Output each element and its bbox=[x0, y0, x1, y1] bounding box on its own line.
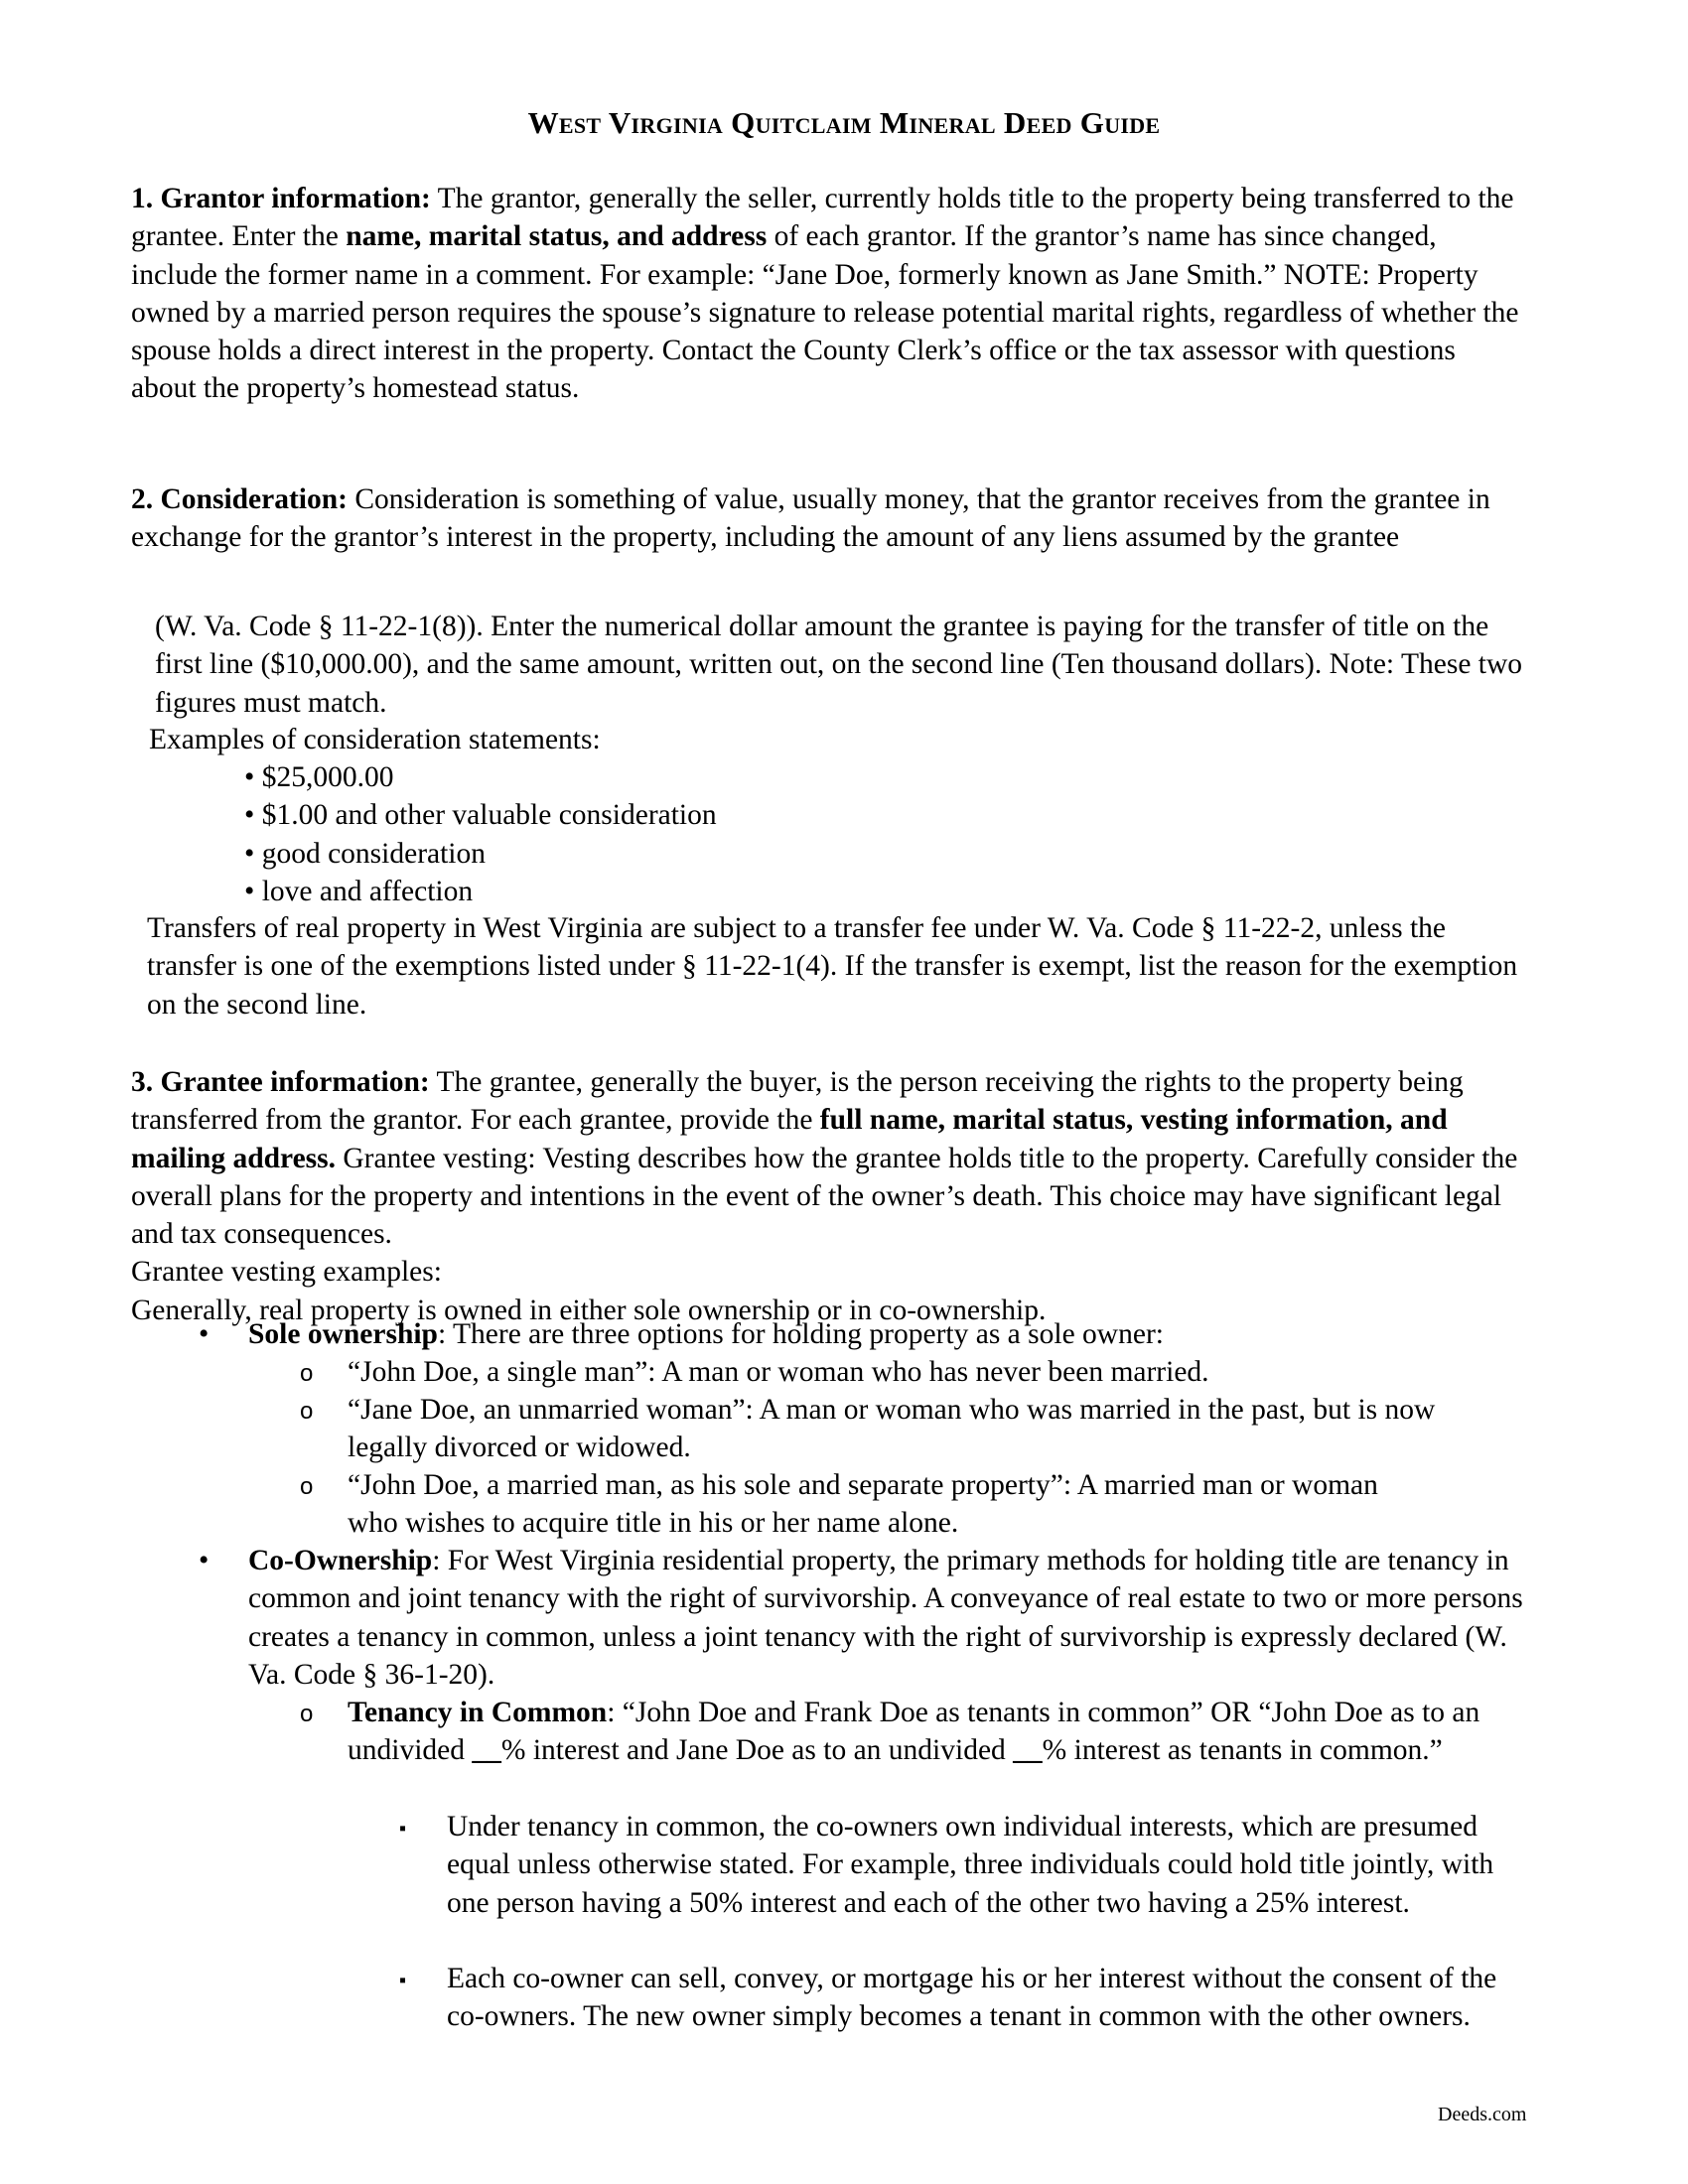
co-ownership-text bbox=[248, 1542, 1529, 1694]
tic-text-1: : “John Doe and Frank Doe as tenants in common” OR “John Doe as to an undivided bbox=[348, 1697, 1480, 1767]
grantee-bold: full name, marital status, vesting information, and mailing address. bbox=[131, 1104, 1448, 1174]
consideration-section bbox=[131, 480, 1521, 557]
sole-ownership-desc: : There are three options for holding property as a sole owner: bbox=[437, 1318, 1164, 1350]
sole-option-text: “John Doe, a single man”: A man or woman who has never been married. bbox=[348, 1356, 1209, 1388]
list-item: • love and affection bbox=[244, 875, 474, 907]
list-item: • $25,000.00 bbox=[244, 761, 394, 793]
grantor-text-2: of each grantor. If the grantor’s name has since changed, include the former name in a comment. For example: “Jane Doe, formerly known as Jane Smith.” NOTE: Property owned by a married person requires the spouse’s signature to release potential marital rights, regardless of whether the spouse holds a direct interest in the property. Contact the County Clerk’s office or the tax assessor with questions about the property’s homestead status. bbox=[131, 220, 1519, 405]
tenancy-in-common-text bbox=[348, 1694, 1529, 1770]
consideration-heading: 2. Consideration: bbox=[131, 483, 348, 515]
consideration-code-paragraph: (W. Va. Code § 11-22-1(8)). Enter the numerical dollar amount the grantee is paying for the transfer of title on the first line ($10,000.00), and the same amount, written out, on the second line (Ten thousand dollars). Note: These two figures must match. bbox=[155, 611, 1523, 719]
consideration-examples-label: Examples of consideration statements: bbox=[149, 724, 601, 755]
sole-ownership-heading: Sole ownership bbox=[248, 1318, 438, 1350]
grantee-text-1: The grantee, generally the buyer, is the person receiving the rights to the property being transferred from the grantor. For each grantee, provide the bbox=[131, 1066, 1464, 1137]
bullet-icon: • bbox=[199, 1318, 210, 1350]
grantor-text-1: The grantor, generally the seller, currently holds title to the property being transferred to the grantee. Enter the bbox=[131, 183, 1514, 253]
bullet-icon: • bbox=[199, 1545, 210, 1576]
page-title: West Virginia Quitclaim Mineral Deed Guide bbox=[527, 105, 1161, 140]
circle-bullet-icon: o bbox=[300, 1473, 314, 1500]
grantee-heading: 3. Grantee information: bbox=[131, 1066, 430, 1098]
sole-ownership-text bbox=[248, 1315, 1539, 1353]
grantor-section bbox=[131, 180, 1521, 408]
grantor-heading: 1. Grantor information: bbox=[131, 183, 431, 214]
sole-option-text: “John Doe, a married man, as his sole and separate property”: A married man or woman who wishes to acquire title in his or her name alone. bbox=[348, 1469, 1378, 1540]
consideration-text-1: Consideration is something of value, usually money, that the grantor receives from the grantee in exchange for the grantor’s interest in the property, including the amount of any liens assumed by the grantee bbox=[131, 483, 1490, 554]
blank-1: __ bbox=[472, 1734, 501, 1767]
tic-point-text: Each co-owner can sell, convey, or mortgage his or her interest without the consent of the co-owners. The new owner simply becomes a tenant in common with the other owners. bbox=[447, 1963, 1497, 2033]
list-item: • good consideration bbox=[244, 837, 487, 870]
vesting-label: Grantee vesting examples: bbox=[131, 1256, 442, 1289]
co-ownership-heading: Co-Ownership bbox=[248, 1545, 433, 1576]
circle-bullet-icon: o bbox=[300, 1701, 314, 1727]
tenancy-in-common-heading: Tenancy in Common bbox=[348, 1697, 608, 1728]
square-bullet-icon: ▪ bbox=[399, 1818, 407, 1840]
blank-2: __ bbox=[1013, 1734, 1043, 1767]
co-ownership-desc: : For West Virginia residential property, the primary methods for holding title are tenancy in common and joint tenancy with the right of survivorship. A conveyance of real estate to two or more persons creates a tenancy in common, unless a joint tenancy with the right of survivorship is expressly declared (W. Va. Code § 36-1-20). bbox=[248, 1545, 1523, 1691]
circle-bullet-icon: o bbox=[300, 1398, 314, 1425]
consideration-examples-list bbox=[244, 758, 1138, 910]
ownership-general: Generally, real property is owned in either sole ownership or in co-ownership. bbox=[131, 1294, 1047, 1326]
grantor-bold: name, marital status, and address bbox=[346, 220, 768, 253]
list-item: • $1.00 and other valuable consideration bbox=[244, 799, 717, 832]
transfer-fee-paragraph: Transfers of real property in West Virginia are subject to a transfer fee under W. Va. Code § 11-22-2, unless the transfer is one of the exemptions listed under § 11-22-1(4). If the transfer is exempt, list the reason for the exemption on the second line. bbox=[147, 912, 1518, 1021]
grantee-section bbox=[131, 1063, 1521, 1329]
sole-option-text: “Jane Doe, an unmarried woman”: A man or woman who was married in the past, but is now legally divorced or widowed. bbox=[348, 1394, 1436, 1464]
grantee-intro bbox=[131, 1063, 1521, 1253]
tic-text-3: % interest as tenants in common.” bbox=[1042, 1734, 1443, 1767]
tic-text-2: % interest and Jane Doe as to an undivided bbox=[500, 1734, 1014, 1767]
footer-brand: Deeds.com bbox=[1438, 2104, 1527, 2125]
tic-point-text: Under tenancy in common, the co-owners own individual interests, which are presumed equal unless otherwise stated. For example, three individuals could hold title jointly, with one person having a 50% interest and each of the other two having a 25% interest. bbox=[447, 1811, 1494, 1919]
square-bullet-icon: ▪ bbox=[399, 1970, 407, 1991]
circle-bullet-icon: o bbox=[300, 1360, 314, 1387]
grantee-text-2: Grantee vesting: Vesting describes how the grantee holds title to the property. Carefully consider the overall plans for the property and intentions in the event of the owner’s death. This choice may have significant legal and tax consequences. bbox=[131, 1142, 1518, 1251]
